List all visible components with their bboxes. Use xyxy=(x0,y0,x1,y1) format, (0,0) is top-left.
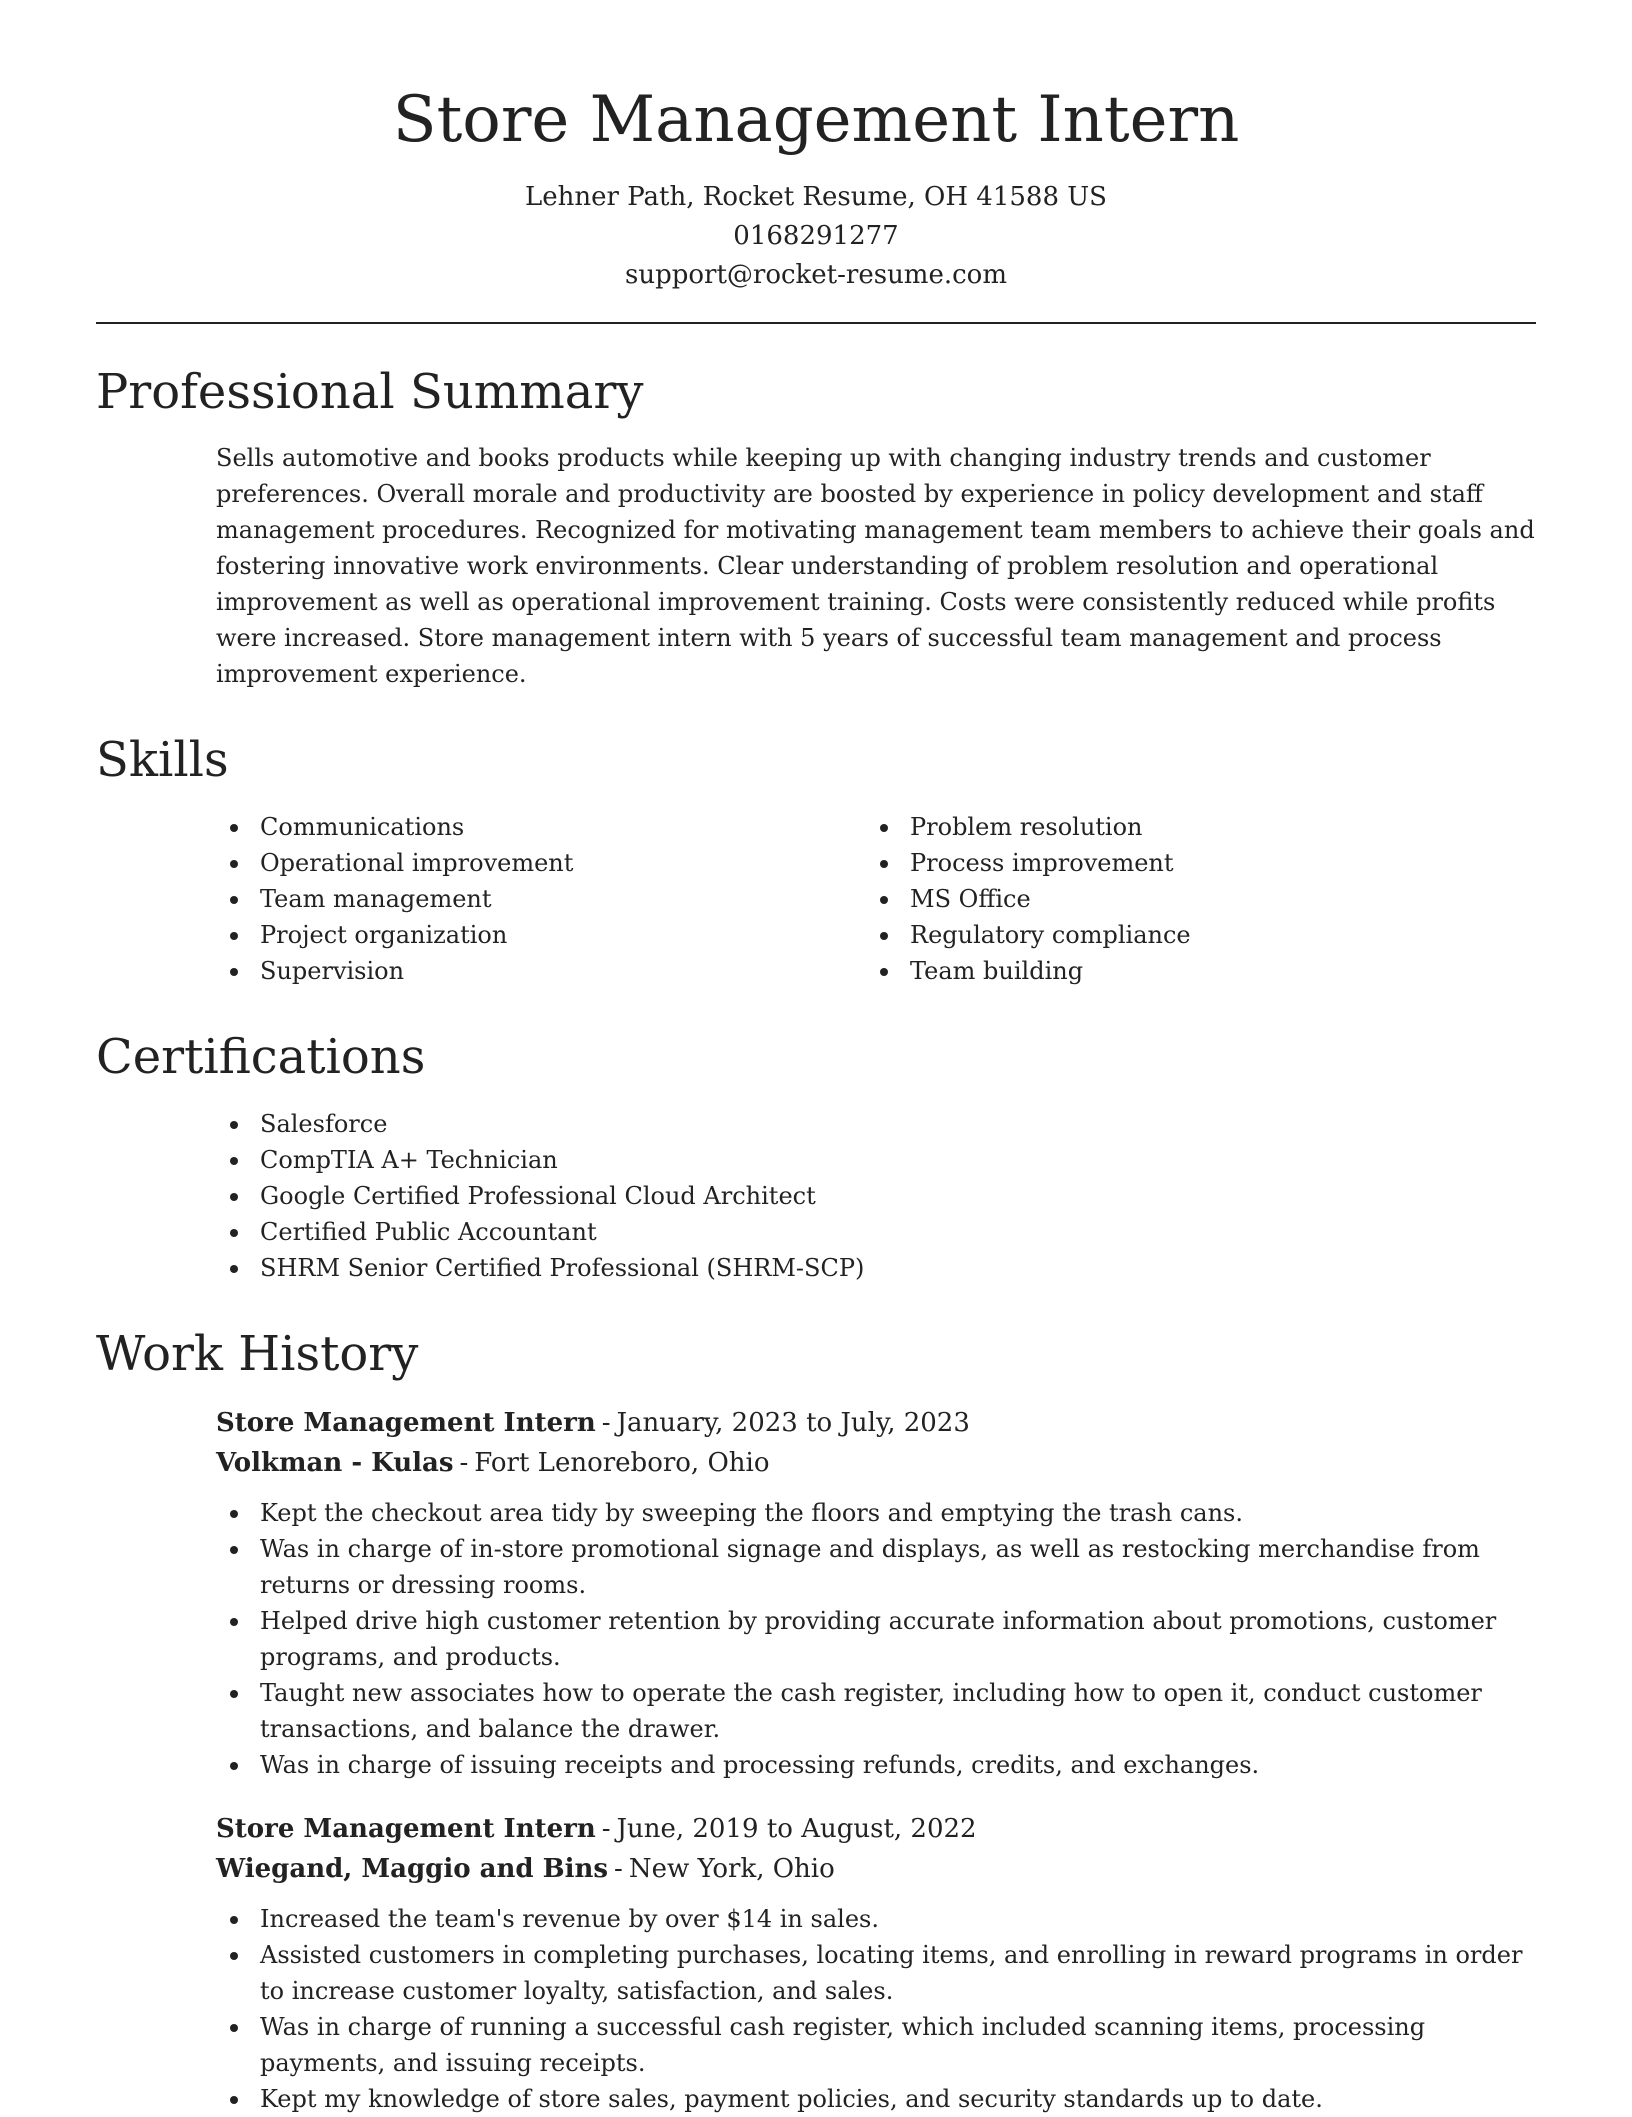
job-bullet: Was in charge of running a successful cash register, which included scanning items, processing payments, and issuing receipts. xyxy=(216,2009,1536,2081)
section-title-summary: Professional Summary xyxy=(96,363,644,420)
summary-text: Sells automotive and books products while keeping up with changing industry trends and customer preferences. Overall morale and productivity are boosted by experience in policy development and staff management procedures. Recognized for motivating management team members to achieve their goals and fostering innovative work environments. Clear understanding of problem resolution and operational improvement as well as operational improvement training. Costs were consistently reduced while profits were increased. Store management intern with 5 years of successful team management and process improvement experience. xyxy=(216,444,1535,689)
job-company-line xyxy=(216,1443,1536,1483)
job-company: Volkman - Kulas xyxy=(216,1447,454,1478)
skills-list-right xyxy=(866,809,1516,989)
job-entry xyxy=(216,1809,1536,2117)
job-company: Wiegand, Maggio and Bins xyxy=(216,1853,609,1884)
job-separator: - xyxy=(601,1813,611,1844)
skill-item: Team building xyxy=(866,953,1516,989)
job-separator: - xyxy=(614,1853,623,1884)
skills-grid xyxy=(216,809,1536,989)
certification-item: Salesforce xyxy=(216,1106,1536,1142)
job-bullet: Assisted customers in completing purchases, locating items, and enrolling in reward programs in order to increase customer loyalty, satisfaction, and sales. xyxy=(216,1937,1536,2009)
candidate-name: Store Management Intern xyxy=(392,83,1240,157)
skills-list-left xyxy=(216,809,866,989)
job-title-line xyxy=(216,1403,1536,1443)
certification-item: CompTIA A+ Technician xyxy=(216,1142,1536,1178)
job-location: New York, Ohio xyxy=(628,1853,835,1884)
job-company-line xyxy=(216,1849,1536,1889)
job-bullet: Kept the checkout area tidy by sweeping the floors and emptying the trash cans. xyxy=(216,1495,1536,1531)
certification-item: Certified Public Accountant xyxy=(216,1214,1536,1250)
work-history-section xyxy=(96,1325,1536,2117)
job-bullets xyxy=(216,1901,1536,2117)
skill-item: Supervision xyxy=(216,953,866,989)
job-dates: January, 2023 to July, 2023 xyxy=(616,1407,970,1438)
contact-block xyxy=(96,178,1536,295)
header-divider xyxy=(96,322,1536,324)
skill-item: MS Office xyxy=(866,881,1516,917)
section-title-work-history: Work History xyxy=(96,1325,419,1382)
job-bullet: Was in charge of issuing receipts and processing refunds, credits, and exchanges. xyxy=(216,1747,1536,1783)
job-bullet: Helped drive high customer retention by providing accurate information about promotions, customer programs, and products. xyxy=(216,1603,1536,1675)
job-bullet: Increased the team's revenue by over $14 in sales. xyxy=(216,1901,1536,1937)
contact-email: support@rocket-resume.com xyxy=(624,259,1007,290)
contact-address: Lehner Path, Rocket Resume, OH 41588 US xyxy=(525,181,1107,212)
skills-section xyxy=(96,734,1536,989)
certifications-list xyxy=(216,1106,1536,1286)
job-separator: - xyxy=(601,1407,611,1438)
job-title-line xyxy=(216,1809,1536,1849)
skill-item: Problem resolution xyxy=(866,809,1516,845)
job-entry xyxy=(216,1403,1536,1783)
job-bullet: Kept my knowledge of store sales, payment policies, and security standards up to date. xyxy=(216,2081,1536,2117)
job-separator: - xyxy=(459,1447,469,1478)
job-role: Store Management Intern xyxy=(216,1407,596,1438)
job-dates: June, 2019 to August, 2022 xyxy=(616,1813,977,1844)
job-bullet: Taught new associates how to operate the cash register, including how to open it, conduct customer transactions, and balance the drawer. xyxy=(216,1675,1536,1747)
resume-header xyxy=(96,0,1536,295)
skill-item: Process improvement xyxy=(866,845,1516,881)
skill-item: Communications xyxy=(216,809,866,845)
certifications-section xyxy=(96,1031,1536,1286)
skill-item: Project organization xyxy=(216,917,866,953)
job-location: Fort Lenoreboro, Ohio xyxy=(474,1447,770,1478)
job-role: Store Management Intern xyxy=(216,1813,596,1844)
job-bullets xyxy=(216,1495,1536,1783)
section-title-skills: Skills xyxy=(96,732,229,789)
contact-phone: 0168291277 xyxy=(733,220,899,251)
skill-item: Regulatory compliance xyxy=(866,917,1516,953)
skill-item: Team management xyxy=(216,881,866,917)
skill-item: Operational improvement xyxy=(216,845,866,881)
certification-item: Google Certified Professional Cloud Architect xyxy=(216,1178,1536,1214)
job-bullet: Was in charge of in-store promotional signage and displays, as well as restocking merchandise from returns or dressing rooms. xyxy=(216,1531,1536,1603)
certification-item: SHRM Senior Certified Professional (SHRM-SCP) xyxy=(216,1250,1536,1286)
section-title-certifications: Certifications xyxy=(96,1029,426,1086)
summary-section xyxy=(96,363,1536,693)
